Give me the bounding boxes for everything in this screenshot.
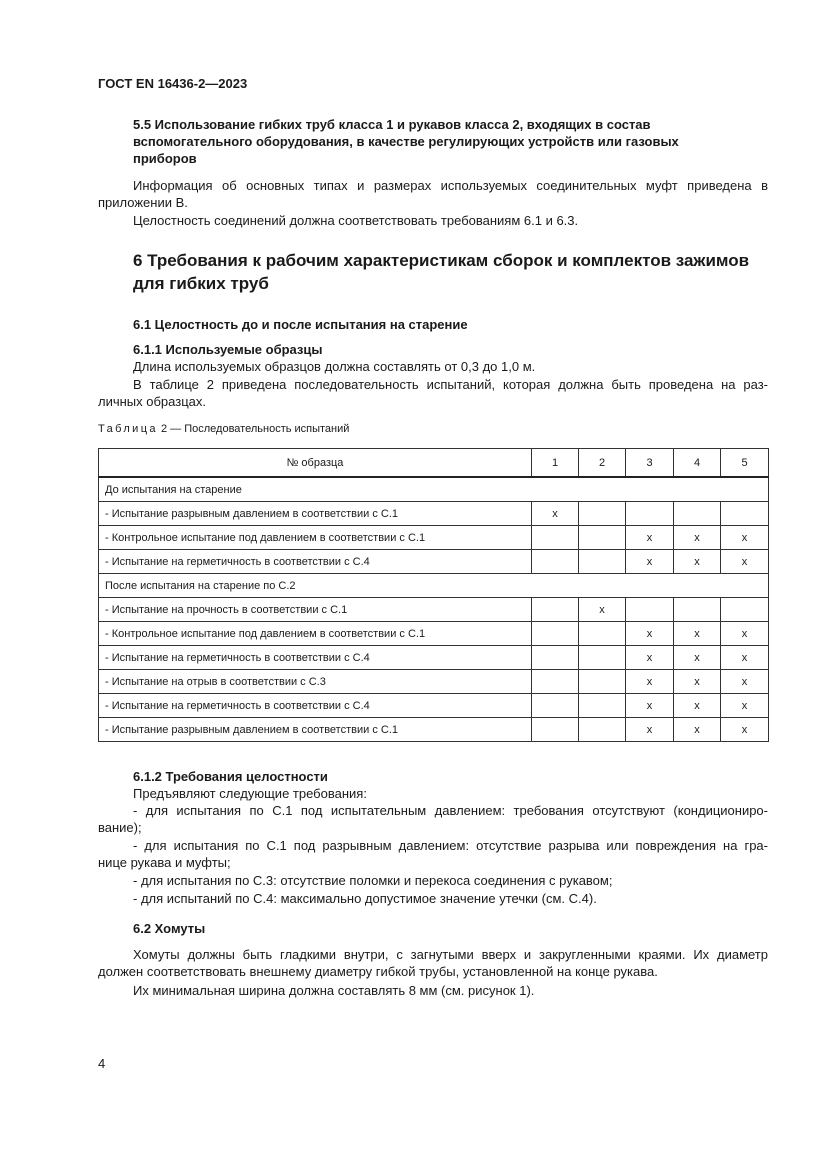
list-item-line: - для испытания по С.1 под испытательным давлением: требования отсутствуют (кондициониро- bbox=[133, 803, 768, 818]
table-row bbox=[99, 502, 769, 526]
requirement-item-4: - для испытаний по С.4: максимально допустимое значение утечки (см. С.4). bbox=[133, 891, 597, 906]
table-mark-cell: х bbox=[626, 646, 674, 670]
section-6-1-2-title: 6.1.2 Требования целостности bbox=[133, 769, 328, 784]
table-mark-cell bbox=[721, 598, 769, 622]
table-mark-cell: х bbox=[674, 670, 721, 694]
table-mark-cell: х bbox=[721, 670, 769, 694]
table-mark-cell bbox=[579, 550, 626, 574]
table-row-label: - Контрольное испытание под давлением в соответствии с С.1 bbox=[99, 622, 532, 646]
requirement-item-3: - для испытания по С.3: отсутствие поломки и перекоса соединения с рукавом; bbox=[133, 873, 613, 888]
table-row bbox=[99, 646, 769, 670]
table-mark-cell bbox=[532, 670, 579, 694]
table-mark-cell bbox=[579, 718, 626, 742]
table-mark-cell bbox=[579, 694, 626, 718]
table-mark-cell: х bbox=[721, 694, 769, 718]
section-6-2-title: 6.2 Хомуты bbox=[133, 921, 206, 936]
paragraph-line: В таблице 2 приведена последовательность испытаний, которая должна быть проведена на раз- bbox=[133, 377, 768, 392]
table-row-label: - Испытание на герметичность в соответствии с С.4 bbox=[99, 646, 532, 670]
section-5-5-title-line: приборов bbox=[133, 151, 197, 166]
table-mark-cell bbox=[674, 502, 721, 526]
table-mark-cell: х bbox=[579, 598, 626, 622]
table-row-label: - Испытание разрывным давлением в соответствии с С.1 bbox=[99, 718, 532, 742]
table-row-label: - Испытание на прочность в соответствии с С.1 bbox=[99, 598, 532, 622]
section-6-1-1-title: 6.1.1 Используемые образцы bbox=[133, 342, 323, 357]
table-mark-cell: х bbox=[626, 526, 674, 550]
table-caption-prefix: Таблица bbox=[98, 423, 158, 435]
table-mark-cell: х bbox=[674, 694, 721, 718]
table-row bbox=[99, 550, 769, 574]
table-mark-cell: х bbox=[674, 718, 721, 742]
section-5-5-title-line: вспомогательного оборудования, в качестве регулирующих устройств или газовых bbox=[133, 134, 679, 149]
table-mark-cell bbox=[532, 718, 579, 742]
paragraph-line: должен соответствовать внешнему диаметру гибкой трубы, установленной на конце рукава. bbox=[98, 964, 658, 979]
table-mark-cell bbox=[674, 598, 721, 622]
table-mark-cell: х bbox=[674, 622, 721, 646]
table-group-label: До испытания на старение bbox=[99, 477, 769, 502]
section-5-5-paragraph-1 bbox=[98, 177, 768, 211]
table-row bbox=[99, 694, 769, 718]
table-group-label: После испытания на старение по С.2 bbox=[99, 574, 769, 598]
table-row-label: - Испытание разрывным давлением в соответствии с С.1 bbox=[99, 502, 532, 526]
table-caption bbox=[98, 423, 349, 435]
table-mark-cell bbox=[532, 622, 579, 646]
table-mark-cell bbox=[579, 622, 626, 646]
paragraph-line: Информация об основных типах и размерах используемых соединительных муфт приведена в bbox=[133, 178, 768, 193]
table-mark-cell bbox=[626, 502, 674, 526]
table-mark-cell: х bbox=[721, 526, 769, 550]
paragraph-line: личных образцах. bbox=[98, 394, 206, 409]
table-mark-cell: х bbox=[674, 646, 721, 670]
paragraph-line: Хомуты должны быть гладкими внутри, с загнутыми вверх и закругленными краями. Их диаметр bbox=[133, 947, 768, 962]
requirement-item-1 bbox=[98, 802, 768, 836]
table-mark-cell: х bbox=[721, 646, 769, 670]
table-group-row bbox=[99, 574, 769, 598]
table-row bbox=[99, 718, 769, 742]
page-number: 4 bbox=[98, 1056, 106, 1071]
section-5-5-title bbox=[133, 116, 773, 167]
list-item-line: - для испытания по С.1 под разрывным давлением: отсутствие разрыва или повреждения на гра- bbox=[133, 838, 768, 853]
table-mark-cell bbox=[532, 646, 579, 670]
table-mark-cell: х bbox=[626, 694, 674, 718]
table-header-cell: № образца bbox=[99, 449, 532, 478]
table-mark-cell bbox=[721, 502, 769, 526]
list-item-line: вание); bbox=[98, 820, 142, 835]
table-row bbox=[99, 526, 769, 550]
table-header-row bbox=[99, 449, 769, 478]
table-mark-cell bbox=[532, 550, 579, 574]
document-code: ГОСТ EN 16436-2—2023 bbox=[98, 76, 248, 91]
table-mark-cell bbox=[579, 646, 626, 670]
table-header-cell: 4 bbox=[674, 449, 721, 478]
table-mark-cell: х bbox=[674, 526, 721, 550]
table-row-label: - Испытание на герметичность в соответствии с С.4 bbox=[99, 694, 532, 718]
table-row-label: - Контрольное испытание под давлением в соответствии с С.1 bbox=[99, 526, 532, 550]
paragraph-line: приложении В. bbox=[98, 195, 188, 210]
section-6-1-1-paragraph-2 bbox=[98, 376, 768, 410]
table-mark-cell bbox=[532, 694, 579, 718]
table-mark-cell: х bbox=[626, 622, 674, 646]
table-header-cell: 1 bbox=[532, 449, 579, 478]
table-mark-cell: х bbox=[626, 670, 674, 694]
section-5-5-paragraph-2: Целостность соединений должна соответствовать требованиям 6.1 и 6.3. bbox=[133, 213, 579, 228]
table-mark-cell: х bbox=[626, 718, 674, 742]
section-6-2-paragraph-1 bbox=[98, 946, 768, 980]
table-row-label: - Испытание на герметичность в соответствии с С.4 bbox=[99, 550, 532, 574]
table-row bbox=[99, 670, 769, 694]
requirement-item-2 bbox=[98, 837, 768, 871]
table-header-cell: 5 bbox=[721, 449, 769, 478]
section-5-5-title-line: 5.5 Использование гибких труб класса 1 и рукавов класса 2, входящих в состав bbox=[133, 117, 651, 132]
table-mark-cell bbox=[579, 670, 626, 694]
table-mark-cell bbox=[626, 598, 674, 622]
table-group-row bbox=[99, 477, 769, 502]
table-row bbox=[99, 598, 769, 622]
table-caption-text: 2 — Последовательность испытаний bbox=[161, 423, 350, 435]
table-mark-cell: х bbox=[674, 550, 721, 574]
table-header-cell: 2 bbox=[579, 449, 626, 478]
list-item-line: нице рукава и муфты; bbox=[98, 855, 231, 870]
table-row-label: - Испытание на отрыв в соответствии с С.3 bbox=[99, 670, 532, 694]
table-row bbox=[99, 622, 769, 646]
section-6-title-line: 6 Требования к рабочим характеристикам сборок и комплектов зажимов bbox=[133, 251, 750, 270]
section-6-title bbox=[133, 249, 773, 295]
table-mark-cell: х bbox=[721, 718, 769, 742]
section-6-1-title: 6.1 Целостность до и после испытания на старение bbox=[133, 317, 468, 332]
table-mark-cell bbox=[579, 526, 626, 550]
section-6-1-2-intro: Предъявляют следующие требования: bbox=[133, 786, 367, 801]
table-mark-cell: х bbox=[532, 502, 579, 526]
table-mark-cell bbox=[532, 598, 579, 622]
table-header-cell: 3 bbox=[626, 449, 674, 478]
table-mark-cell: х bbox=[721, 550, 769, 574]
section-6-2-paragraph-2: Их минимальная ширина должна составлять 8 мм (см. рисунок 1). bbox=[133, 983, 535, 998]
section-6-1-1-paragraph-1: Длина используемых образцов должна составлять от 0,3 до 1,0 м. bbox=[133, 359, 536, 374]
table-mark-cell bbox=[532, 526, 579, 550]
test-sequence-table bbox=[98, 448, 769, 742]
section-6-title-line: для гибких труб bbox=[133, 274, 269, 293]
table-mark-cell: х bbox=[721, 622, 769, 646]
table-mark-cell bbox=[579, 502, 626, 526]
table-mark-cell: х bbox=[626, 550, 674, 574]
